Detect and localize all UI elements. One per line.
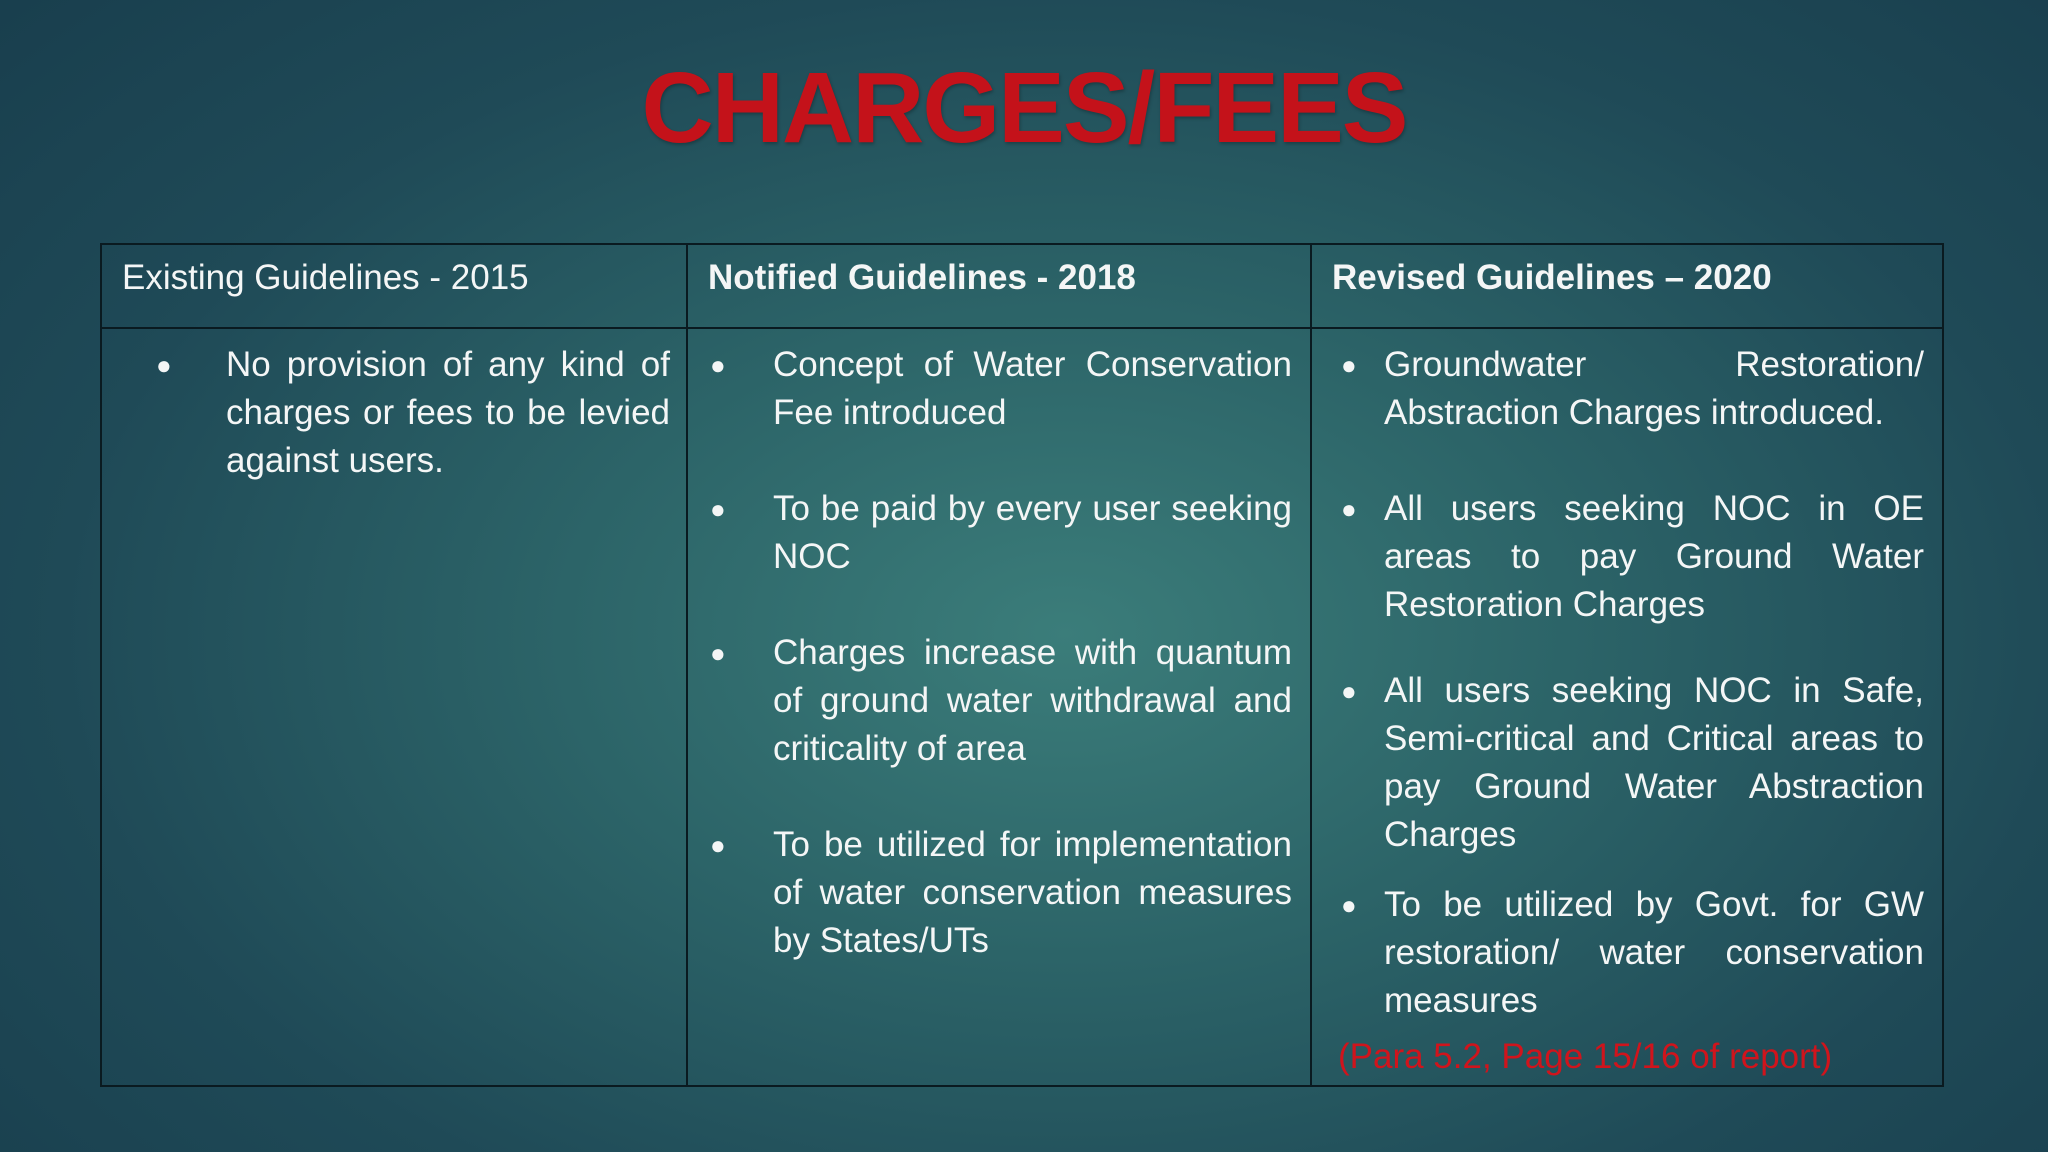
bullet-list bbox=[1312, 341, 1942, 1025]
list-item-text: To be utilized for implementation of water conservation measures by States/UTs bbox=[773, 825, 1292, 960]
bullet-icon: ● bbox=[710, 494, 726, 524]
list-item bbox=[1341, 485, 1924, 629]
list-item bbox=[156, 341, 670, 485]
report-reference: (Para 5.2, Page 15/16 of report) bbox=[1338, 1037, 1833, 1076]
bullet-icon: ● bbox=[1341, 494, 1357, 524]
bullet-icon: ● bbox=[710, 350, 726, 380]
list-item-text: All users seeking NOC in Safe, Semi-critical and Critical areas to pay Ground Water Abstraction Charges bbox=[1384, 671, 1924, 854]
bullet-icon: ● bbox=[156, 350, 172, 380]
list-item bbox=[1341, 341, 1924, 437]
bullet-icon: ● bbox=[1341, 890, 1357, 920]
list-item-text: Charges increase with quantum of ground water withdrawal and criticality of area bbox=[773, 633, 1292, 768]
list-item-text: All users seeking NOC in OE areas to pay Ground Water Restoration Charges bbox=[1384, 489, 1924, 624]
list-item-text: Groundwater Restoration/ Abstraction Charges introduced. bbox=[1384, 345, 1924, 432]
column-revised-2020 bbox=[1312, 329, 1942, 1085]
list-item bbox=[1341, 667, 1924, 859]
list-item-text: Concept of Water Conservation Fee introduced bbox=[773, 345, 1292, 432]
slide-title: CHARGES/FEES bbox=[641, 52, 1407, 164]
column-notified-2018 bbox=[688, 329, 1312, 1085]
bullet-list bbox=[102, 341, 686, 485]
list-item bbox=[710, 485, 1292, 581]
bullet-icon: ● bbox=[710, 830, 726, 860]
list-item bbox=[710, 341, 1292, 437]
list-item bbox=[710, 821, 1292, 965]
list-item-text: To be paid by every user seeking NOC bbox=[773, 489, 1292, 576]
bullet-icon: ● bbox=[1341, 350, 1357, 380]
bullet-list bbox=[688, 341, 1310, 965]
header-existing-2015: Existing Guidelines - 2015 bbox=[102, 245, 688, 329]
list-item-text: No provision of any kind of charges or fees to be levied against users. bbox=[226, 345, 670, 480]
bullet-icon: ● bbox=[1341, 676, 1357, 706]
bullet-icon: ● bbox=[710, 638, 726, 668]
list-item bbox=[1341, 881, 1924, 1025]
comparison-table bbox=[100, 243, 1944, 1087]
list-item bbox=[710, 629, 1292, 773]
header-notified-2018: Notified Guidelines - 2018 bbox=[688, 245, 1312, 329]
column-existing-2015 bbox=[102, 329, 688, 1085]
header-revised-2020: Revised Guidelines – 2020 bbox=[1312, 245, 1942, 329]
list-item-text: To be utilized by Govt. for GW restoration/ water conservation measures bbox=[1384, 885, 1924, 1020]
